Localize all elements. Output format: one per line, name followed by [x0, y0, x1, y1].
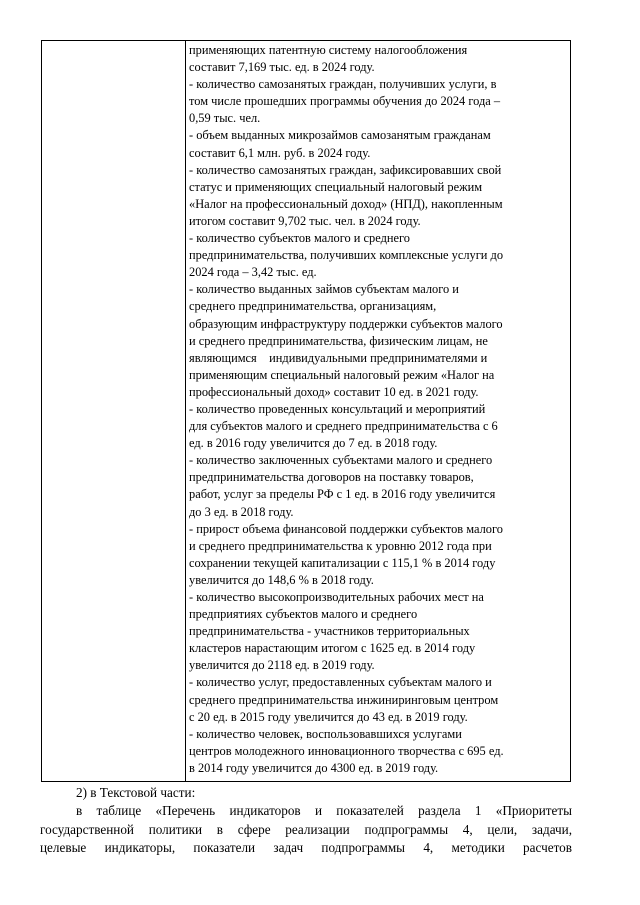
cell-line: том числе прошедших программы обучения до 2024 года – [189, 94, 501, 109]
cell-line: предприятиях субъектов малого и среднего [189, 607, 418, 622]
cell-line: профессиональный доход» составит 10 ед. в 2021 году. [189, 384, 479, 399]
cell-line: - количество заключенных субъектами малого и среднего [189, 453, 493, 468]
cell-line: предпринимательства договоров на поставку товаров, [189, 470, 474, 485]
cell-line: 0,59 тыс. чел. [189, 111, 261, 126]
cell-line: составит 7,169 тыс. ед. в 2024 году. [189, 60, 375, 75]
cell-line: в 2014 году увеличится до 4300 ед. в 2019 году. [189, 760, 439, 775]
cell-line: «Налог на профессиональный доход» (НПД), накопленным [189, 196, 503, 211]
paragraph-line [40, 839, 572, 857]
cell-line: являющимся индивидуальными предпринимателями и [189, 350, 488, 365]
cell-line: предпринимательства, получивших комплексные услуги до [189, 248, 504, 263]
paragraph-text: государственной политики в сфере реализации подпрограммы 4, цели, задачи, [40, 821, 572, 837]
table-right-cell [189, 42, 568, 777]
cell-line: предпринимательства - участников территориальных [189, 624, 470, 639]
paragraph-text: целевые индикаторы, показатели задач подпрограммы 4, методики расчетов [40, 840, 572, 856]
cell-line: - количество выданных займов субъектам малого и [189, 282, 459, 297]
cell-line: - количество самозанятых граждан, получивших услуги, в [189, 77, 497, 92]
cell-line: сохранении текущей капитализации с 115,1 % в 2014 году [189, 555, 496, 570]
cell-line: - прирост объема финансовой поддержки субъектов малого [189, 521, 503, 536]
cell-line: до 3 ед. в 2018 году. [189, 504, 294, 519]
cell-line: применяющим специальный налоговый режим «Налог на [189, 367, 495, 382]
cell-line: - количество самозанятых граждан, зафиксировавших свой [189, 162, 502, 177]
cell-line: среднего предпринимательства инжиниринговым центром [189, 692, 499, 707]
paragraph-line [40, 821, 572, 839]
column-divider [185, 41, 186, 781]
cell-line: и среднего предпринимательства, физическим лицам, не [189, 333, 488, 348]
cell-line: для субъектов малого и среднего предпринимательства с 6 [189, 419, 498, 434]
cell-line: ед. в 2016 году увеличится до 7 ед. в 2018 году. [189, 436, 438, 451]
cell-line: - количество проведенных консультаций и мероприятий [189, 401, 486, 416]
cell-line: увеличится до 148,6 % в 2018 году. [189, 572, 374, 587]
cell-line: применяющих патентную систему налогообложения [189, 43, 468, 57]
list-item-heading: 2) в Текстовой части: [76, 785, 196, 800]
cell-line: образующим инфраструктуру поддержки субъектов малого [189, 316, 503, 331]
paragraph-text: в таблице «Перечень индикаторов и показателей раздела 1 «Приоритеты [76, 803, 572, 819]
cell-line: 2024 года – 3,42 тыс. ед. [189, 265, 317, 280]
cell-line: среднего предпринимательства, организациям, [189, 299, 437, 314]
cell-line: - объем выданных микрозаймов самозанятым гражданам [189, 128, 491, 143]
cell-line: увеличится до 2118 ед. в 2019 году. [189, 658, 375, 673]
cell-line: - количество высокопроизводительных рабочих мест на [189, 590, 484, 604]
cell-line: кластеров нарастающим итогом с 1625 ед. в 2014 году [189, 641, 476, 656]
paragraph-line [40, 802, 572, 820]
cell-line: центров молодежного инновационного творчества с 695 ед. [189, 743, 504, 758]
cell-line: с 20 ед. в 2015 году увеличится до 43 ед. в 2019 году. [189, 709, 468, 724]
cell-line: - количество человек, воспользовавшихся услугами [189, 726, 462, 741]
cell-line: - количество услуг, предоставленных субъектам малого и [189, 675, 492, 690]
indicators-table [41, 40, 571, 782]
cell-line: составит 6,1 млн. руб. в 2024 году. [189, 145, 371, 160]
cell-line: - количество субъектов малого и среднего [189, 231, 410, 246]
cell-line: статус и применяющих специальный налоговый режим [189, 179, 483, 194]
cell-line: итогом составит 9,702 тыс. чел. в 2024 году. [189, 213, 421, 228]
cell-line: работ, услуг за пределы РФ с 1 ед. в 2016 году увеличится [189, 487, 496, 502]
cell-line: и среднего предпринимательства к уровню 2012 года при [189, 538, 492, 553]
text-section [40, 784, 572, 858]
